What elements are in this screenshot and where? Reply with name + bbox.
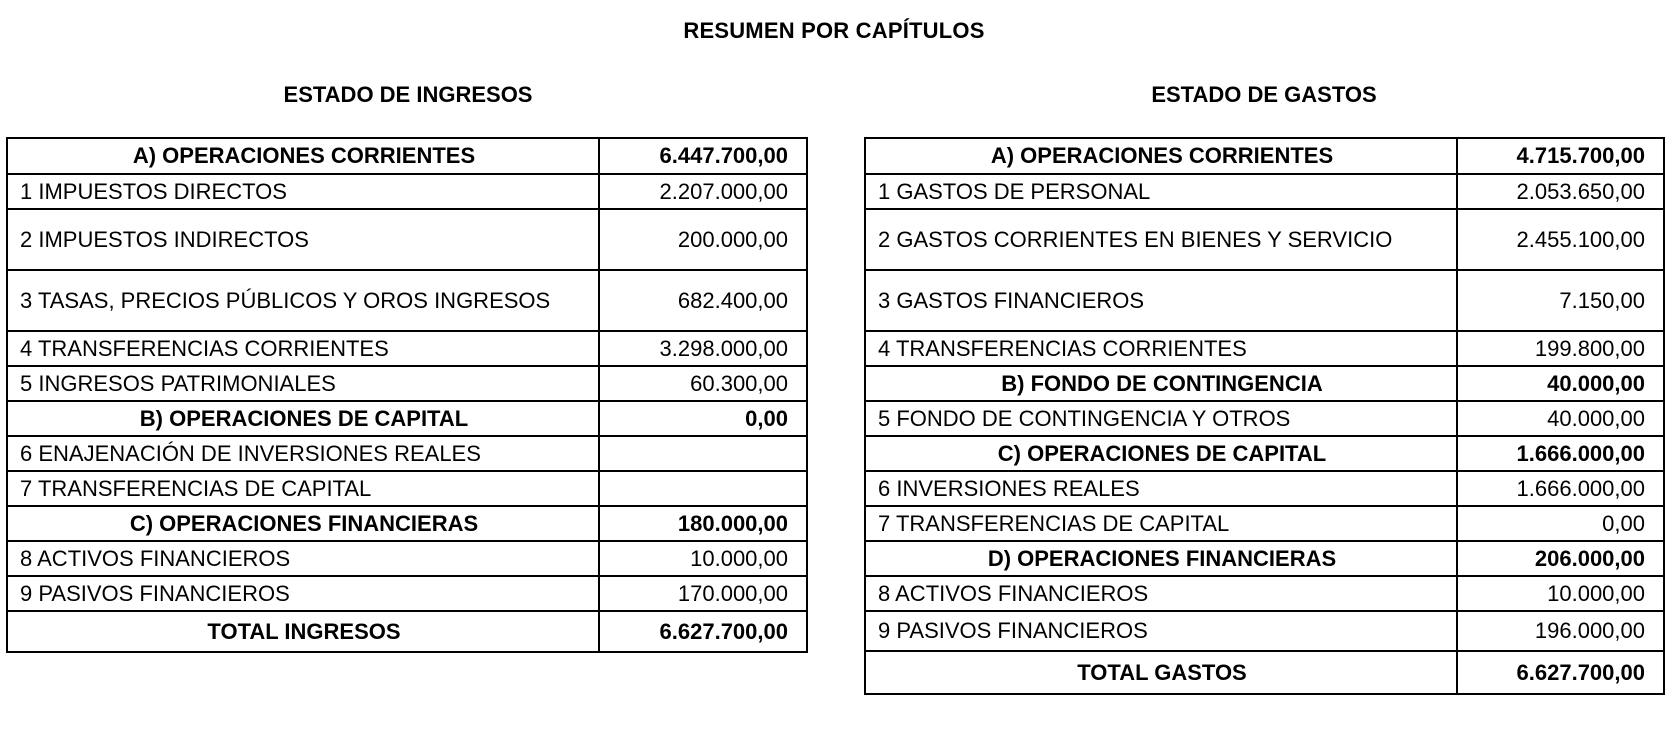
table-row bbox=[865, 436, 1664, 471]
row-label: C) OPERACIONES DE CAPITAL bbox=[865, 436, 1457, 471]
table-row bbox=[7, 366, 807, 401]
row-label: 5 INGRESOS PATRIMONIALES bbox=[7, 366, 599, 401]
table-row bbox=[865, 541, 1664, 576]
row-amount: 206.000,00 bbox=[1457, 541, 1664, 576]
total-amount: 6.627.700,00 bbox=[599, 611, 807, 652]
row-label: 9 PASIVOS FINANCIEROS bbox=[865, 611, 1457, 651]
row-amount: 2.053.650,00 bbox=[1457, 174, 1664, 209]
row-amount: 2.455.100,00 bbox=[1457, 209, 1664, 270]
total-amount: 6.627.700,00 bbox=[1457, 651, 1664, 694]
ingresos-table bbox=[6, 137, 808, 653]
row-label: 7 TRANSFERENCIAS DE CAPITAL bbox=[865, 506, 1457, 541]
row-amount: 170.000,00 bbox=[599, 576, 807, 611]
row-amount: 40.000,00 bbox=[1457, 366, 1664, 401]
table-row bbox=[865, 174, 1664, 209]
gastos-heading: ESTADO DE GASTOS bbox=[1151, 82, 1377, 107]
table-row bbox=[7, 541, 807, 576]
row-label: 4 TRANSFERENCIAS CORRIENTES bbox=[865, 331, 1457, 366]
row-label: 6 ENAJENACIÓN DE INVERSIONES REALES bbox=[7, 436, 599, 471]
row-amount: 10.000,00 bbox=[1457, 576, 1664, 611]
total-row bbox=[865, 651, 1664, 694]
row-amount: 40.000,00 bbox=[1457, 401, 1664, 436]
row-label: 7 TRANSFERENCIAS DE CAPITAL bbox=[7, 471, 599, 506]
row-amount: 200.000,00 bbox=[599, 209, 807, 270]
row-amount: 6.447.700,00 bbox=[599, 138, 807, 174]
table-row bbox=[865, 138, 1664, 174]
row-label: 8 ACTIVOS FINANCIEROS bbox=[7, 541, 599, 576]
ingresos-heading: ESTADO DE INGRESOS bbox=[283, 82, 533, 107]
row-amount: 0,00 bbox=[1457, 506, 1664, 541]
row-amount: 0,00 bbox=[599, 401, 807, 436]
row-label: A) OPERACIONES CORRIENTES bbox=[865, 138, 1457, 174]
table-row bbox=[7, 331, 807, 366]
total-label: TOTAL GASTOS bbox=[865, 651, 1457, 694]
table-row bbox=[7, 436, 807, 471]
page-title: RESUMEN POR CAPÍTULOS bbox=[683, 18, 985, 43]
table-row bbox=[865, 611, 1664, 651]
row-label: 2 GASTOS CORRIENTES EN BIENES Y SERVICIO bbox=[865, 209, 1457, 270]
row-label: 8 ACTIVOS FINANCIEROS bbox=[865, 576, 1457, 611]
table-row bbox=[7, 270, 807, 331]
row-label: B) OPERACIONES DE CAPITAL bbox=[7, 401, 599, 436]
row-label: 2 IMPUESTOS INDIRECTOS bbox=[7, 209, 599, 270]
row-amount: 7.150,00 bbox=[1457, 270, 1664, 331]
row-label: C) OPERACIONES FINANCIERAS bbox=[7, 506, 599, 541]
row-label: B) FONDO DE CONTINGENCIA bbox=[865, 366, 1457, 401]
row-amount: 196.000,00 bbox=[1457, 611, 1664, 651]
table-row bbox=[865, 401, 1664, 436]
row-amount: 1.666.000,00 bbox=[1457, 471, 1664, 506]
row-label: 1 IMPUESTOS DIRECTOS bbox=[7, 174, 599, 209]
total-row bbox=[7, 611, 807, 652]
row-amount: 10.000,00 bbox=[599, 541, 807, 576]
row-amount: 199.800,00 bbox=[1457, 331, 1664, 366]
row-amount: 60.300,00 bbox=[599, 366, 807, 401]
row-amount: 180.000,00 bbox=[599, 506, 807, 541]
row-amount: 2.207.000,00 bbox=[599, 174, 807, 209]
row-amount: 1.666.000,00 bbox=[1457, 436, 1664, 471]
table-row bbox=[7, 506, 807, 541]
row-label: 1 GASTOS DE PERSONAL bbox=[865, 174, 1457, 209]
table-row bbox=[865, 331, 1664, 366]
row-amount: 3.298.000,00 bbox=[599, 331, 807, 366]
gastos-table bbox=[864, 137, 1665, 695]
table-row bbox=[7, 576, 807, 611]
row-label: 5 FONDO DE CONTINGENCIA Y OTROS bbox=[865, 401, 1457, 436]
row-label: 9 PASIVOS FINANCIEROS bbox=[7, 576, 599, 611]
row-label: 6 INVERSIONES REALES bbox=[865, 471, 1457, 506]
table-row bbox=[7, 209, 807, 270]
row-amount: 4.715.700,00 bbox=[1457, 138, 1664, 174]
table-row bbox=[865, 270, 1664, 331]
table-row bbox=[865, 209, 1664, 270]
row-label: 3 TASAS, PRECIOS PÚBLICOS Y OROS INGRESOS bbox=[7, 270, 599, 331]
table-row bbox=[865, 366, 1664, 401]
row-amount bbox=[599, 471, 807, 506]
row-label: 4 TRANSFERENCIAS CORRIENTES bbox=[7, 331, 599, 366]
table-row bbox=[865, 506, 1664, 541]
row-amount bbox=[599, 436, 807, 471]
table-row bbox=[7, 471, 807, 506]
row-label: D) OPERACIONES FINANCIERAS bbox=[865, 541, 1457, 576]
table-row bbox=[865, 576, 1664, 611]
total-label: TOTAL INGRESOS bbox=[7, 611, 599, 652]
row-label: 3 GASTOS FINANCIEROS bbox=[865, 270, 1457, 331]
table-row bbox=[865, 471, 1664, 506]
table-row bbox=[7, 138, 807, 174]
table-row bbox=[7, 174, 807, 209]
table-row bbox=[7, 401, 807, 436]
row-label: A) OPERACIONES CORRIENTES bbox=[7, 138, 599, 174]
row-amount: 682.400,00 bbox=[599, 270, 807, 331]
